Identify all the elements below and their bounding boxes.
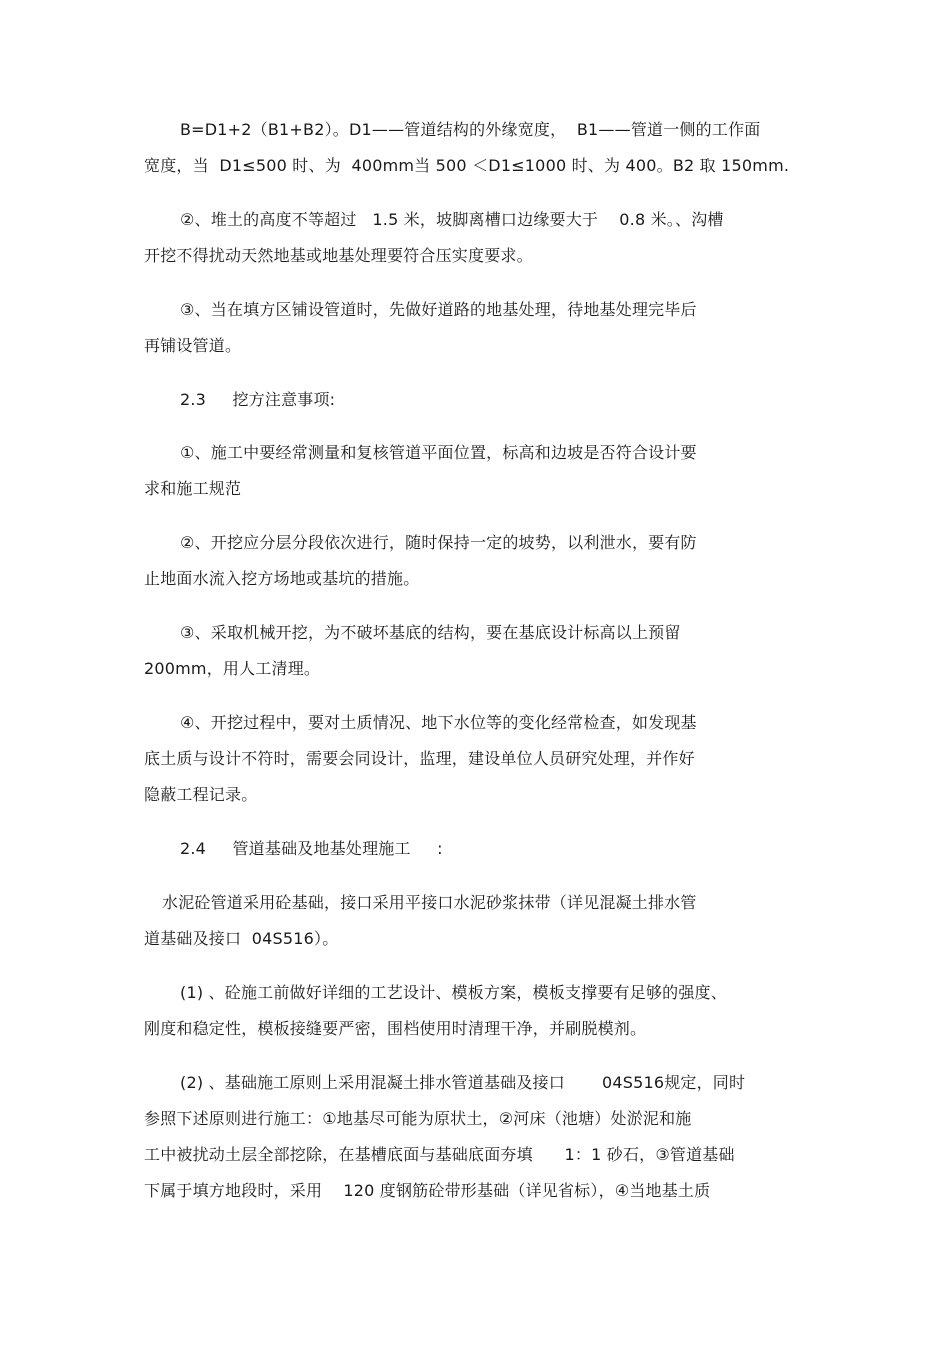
text-line: 200mm，用人工清理。 <box>144 659 321 678</box>
text-line: 下属于填方地段时，采用 120 度钢筋砼带形基础（详见省标），④当地基土质 <box>144 1181 711 1200</box>
text-line: ①、施工中要经常测量和复核管道平面位置，标高和边坡是否符合设计要 <box>180 443 697 462</box>
text-line: 工中被扰动土层全部挖除，在基槽底面与基础底面夯填 1：1 砂石，③管道基础 <box>144 1145 735 1164</box>
text-line: 止地面水流入挖方场地或基坑的措施。 <box>144 569 420 588</box>
text-line: 开挖不得扰动天然地基或地基处理要符合压实度要求。 <box>144 246 533 265</box>
text-line: 求和施工规范 <box>144 479 242 498</box>
text-line: (1) 、砼施工前做好详细的工艺设计、模板方案，模板支撑要有足够的强度、 <box>180 983 727 1002</box>
text-line: 再铺设管道。 <box>144 336 242 355</box>
text-line: 刚度和稳定性，模板接缝要严密，围档使用时清理干净，并刷脱模剂。 <box>144 1019 647 1038</box>
text-line: ③、采取机械开挖，为不破坏基底的结构，要在基底设计标高以上预留 <box>180 623 681 642</box>
text-line: ②、堆土的高度不等超过 1.5 米，坡脚离槽口边缘要大于 0.8 米。、沟槽 <box>180 210 724 229</box>
section-heading: 2.3 挖方注意事项: <box>180 390 336 409</box>
text-line: ③、当在填方区铺设管道时，先做好道路的地基处理，待地基处理完毕后 <box>180 300 697 319</box>
text-line: B=D1+2（B1+B2）。D1——管道结构的外缘宽度， B1——管道一侧的工作面 <box>180 120 761 139</box>
text-line: 隐蔽工程记录。 <box>144 785 258 804</box>
text-line: ②、开挖应分层分段依次进行，随时保持一定的坡势，以利泄水，要有防 <box>180 533 697 552</box>
text-line: (2) 、基础施工原则上采用混凝土排水管道基础及接口 04S516规定，同时 <box>180 1073 746 1092</box>
text-line: 底土质与设计不符时，需要会同设计，监理，建设单位人员研究处理，并作好 <box>144 749 695 768</box>
text-line: 水泥砼管道采用砼基础，接口采用平接口水泥砂浆抹带（详见混凝土排水管 <box>162 893 697 912</box>
text-line: 参照下述原则进行施工：①地基尽可能为原状土，②河床（池塘）处淤泥和施 <box>144 1109 692 1128</box>
section-heading: 2.4 管道基础及地基处理施工 : <box>180 839 443 858</box>
text-line: ④、开挖过程中，要对土质情况、地下水位等的变化经常检查，如发现基 <box>180 713 697 732</box>
text-line: 道基础及接口 04S516）。 <box>144 929 339 948</box>
text-line: 宽度，当 D1≤500 时、为 400mm当 500 ＜D1≤1000 时、为 400。B2 取 150mm. <box>144 156 790 175</box>
